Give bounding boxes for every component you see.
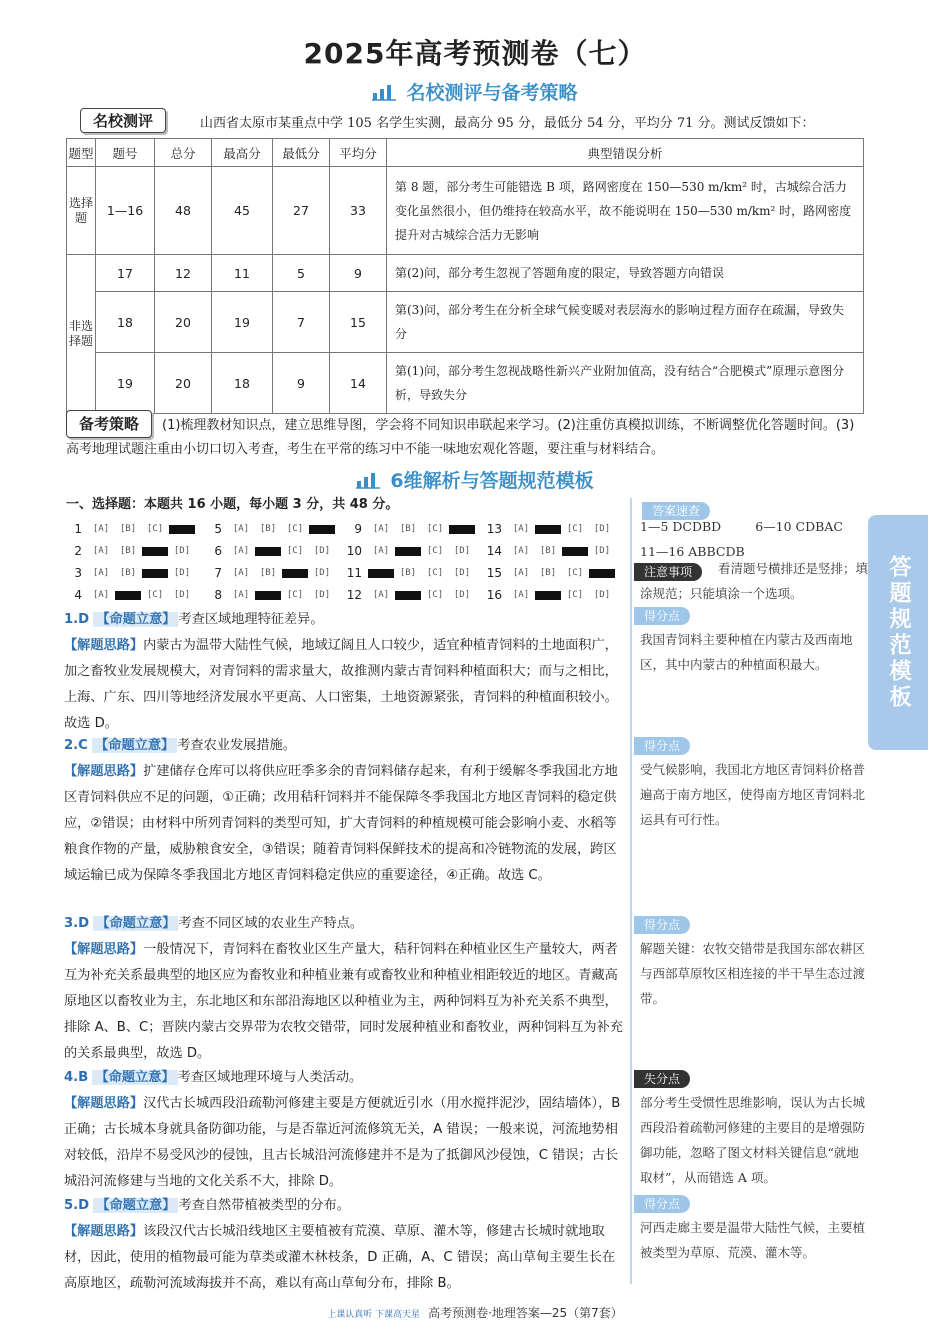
option-bubble: [D] <box>453 568 471 578</box>
footer-logo: 上课认真听 下课高天星 <box>327 1310 421 1320</box>
aim-label: 【命题立意】 <box>92 738 177 753</box>
cell-avg: 33 <box>330 167 387 255</box>
question-head: 2.C <box>64 738 88 753</box>
answer-item <box>64 522 204 536</box>
aim-label: 【命题立意】 <box>93 916 178 931</box>
idea-label: 【解题思路】 <box>64 942 144 957</box>
side-note-text: 河西走廊主要是温带大陆性气候，主要植被类型为草原、荒漠、灌木等。 <box>640 1220 866 1260</box>
question-number: 5 <box>214 522 222 536</box>
idea-text: 扩建储存仓库可以将供应旺季多余的青饲料储存起来，有利于缓解冬季我国北方地区青饲料供应不足的问题，①正确；改用秸秆饲料并不能保障冬季我国北方地区青饲料的稳定供应，②错误；由材料中所列青饲料的类型可知，扩大青饲料的种植规模可能会影响小麦、水稻等粮食作物的产量，威胁粮食安全，③错误；随着青饲料保鲜技术的提高和冷链物流的发展，跨区域运输已成为保障冬季我国北方地区青饲料稳定供应的重要途径，④正确。故选 C。 <box>64 764 618 883</box>
intro-text: 山西省太原市某重点中学 105 名学生实测，最高分 95 分，最低分 54 分，平均分 71 分。测试反馈如下： <box>200 116 815 131</box>
idea-text: 内蒙古为温带大陆性气候，地域辽阔且人口较少，适宜种植青饲料的土地面积广，加之畜牧业发展规模大，对青饲料的需求量大，故推测内蒙古青饲料种植面积大；而与之相比，上海、广东、四川等地经济发展水平更高、人口密集，土地资源紧张，青饲料的种植面积较小。故选 D。 <box>64 638 618 731</box>
option-bubble: [A] <box>512 568 530 578</box>
cell-min: 27 <box>273 167 330 255</box>
side-tab: 答题规范模板 <box>868 515 928 750</box>
option-bubble: [D] <box>453 590 471 600</box>
answer-item <box>204 544 344 558</box>
side-note-text: 部分考生受惯性思维影响，误认为古长城西段沿着疏勒河修建的主要目的是增强防御功能，忽略了图文材料关键信息“就地取材”，从而错选 A 项。 <box>640 1095 866 1185</box>
aim-label: 【命题立意】 <box>93 612 178 627</box>
solution-block <box>64 911 624 1067</box>
side-note-text: 解题关键：农牧交错带是我国东部农耕区与西部草原牧区相连接的半干旱生态过渡带。 <box>640 941 866 1006</box>
filled-bubble <box>255 591 281 600</box>
section-heading-1-text: 名校测评与备考策略 <box>406 82 578 104</box>
cell-total: 20 <box>155 292 212 353</box>
table-row <box>67 167 864 255</box>
option-bubble: [B] <box>399 524 417 534</box>
cell-min: 7 <box>273 292 330 353</box>
section-heading-2 <box>0 466 950 493</box>
filled-bubble <box>368 569 394 578</box>
option-bubble: [B] <box>119 524 137 534</box>
answer-item <box>344 566 484 580</box>
option-bubble: [D] <box>173 546 191 556</box>
option-bubble: [A] <box>232 590 250 600</box>
idea-label: 【解题思路】 <box>64 638 144 653</box>
table-header <box>67 139 864 167</box>
filled-bubble <box>142 547 168 556</box>
option-bubble: [B] <box>259 568 277 578</box>
aim-label: 【命题立意】 <box>93 1198 178 1213</box>
score-point-badge: 得分点 <box>634 916 690 934</box>
cell-total: 48 <box>155 167 212 255</box>
option-bubble: [D] <box>593 590 611 600</box>
aim-text: 考查区域地理特征差异。 <box>178 612 324 627</box>
answer-row <box>64 518 624 540</box>
option-bubble: [A] <box>92 524 110 534</box>
option-bubble: [C] <box>566 524 584 534</box>
question-head: 5.D <box>64 1198 90 1213</box>
answer-line-2: 11—16 ABBCDB <box>640 544 745 559</box>
option-bubble: [C] <box>146 590 164 600</box>
question-number: 8 <box>214 588 222 602</box>
option-bubble: [A] <box>372 524 390 534</box>
filled-bubble <box>255 547 281 556</box>
filled-bubble <box>395 547 421 556</box>
side-note-text: 我国青饲料主要种植在内蒙古及西南地区，其中内蒙古的种植面积最大。 <box>640 632 853 672</box>
th-no: 题号 <box>96 139 155 167</box>
cell-analysis: 第(3)问，部分考生在分析全球气候变暖对表层海水的影响过程方面存在疏漏，导致失分 <box>387 292 864 353</box>
option-bubble: [C] <box>286 524 304 534</box>
footer-text: 高考预测卷·地理答案—25（第7套） <box>428 1306 623 1320</box>
cell-analysis: 第(2)问，部分考生忽视了答题角度的限定，导致答题方向错误 <box>387 255 864 292</box>
cell-avg: 14 <box>330 353 387 414</box>
answer-item <box>344 544 484 558</box>
question-number: 7 <box>214 566 222 580</box>
option-bubble: [C] <box>566 590 584 600</box>
idea-text: 该段汉代古长城沿线地区主要植被有荒漠、草原、灌木等，修建古长城时就地取材，因此，使用的植物最可能为草类或灌木林枝条，D 正确，A、C 错误；高山草甸主要生长在高原地区，疏勒河流域海拔并不高，难以有高山草甸分布，排除 B。 <box>64 1224 616 1291</box>
filled-bubble <box>115 591 141 600</box>
cell-max: 11 <box>212 255 273 292</box>
option-bubble: [D] <box>313 546 331 556</box>
question-number: 12 <box>346 588 362 602</box>
question-number: 2 <box>74 544 82 558</box>
answer-row <box>64 562 624 584</box>
solution-block <box>64 607 624 737</box>
cell-min: 9 <box>273 353 330 414</box>
answer-item <box>484 522 624 536</box>
idea-label: 【解题思路】 <box>64 764 144 779</box>
page-title: 2025年高考预测卷（七） <box>303 37 647 70</box>
answer-row <box>64 584 624 606</box>
cell-max: 19 <box>212 292 273 353</box>
filled-bubble <box>562 547 588 556</box>
answer-item <box>484 588 624 602</box>
answer-item <box>204 588 344 602</box>
idea-label: 【解题思路】 <box>64 1096 144 1111</box>
answer-line-1a: 1—5 DCDBD <box>640 519 722 534</box>
option-bubble: [A] <box>512 524 530 534</box>
cell-avg: 9 <box>330 255 387 292</box>
question-number: 9 <box>354 522 362 536</box>
option-bubble: [C] <box>566 568 584 578</box>
question-number: 13 <box>486 522 502 536</box>
cell-analysis: 第 8 题，部分考生可能错选 B 项，路网密度在 150—530 m/km² 时，古城综合活力变化虽然很小，但仍维持在较高水平，故不能说明在 150—530 m/km² 时，路网密度提升对古城综合活力无影响 <box>387 167 864 255</box>
answer-item <box>64 566 204 580</box>
aim-text: 考查不同区域的农业生产特点。 <box>178 916 364 931</box>
aim-text: 考查区域地理环境与人类活动。 <box>177 1070 363 1085</box>
option-bubble: [D] <box>453 546 471 556</box>
idea-text: 汉代古长城西段沿疏勒河修建主要是方便就近引水（用水搅拌泥沙，固结墙体），B 正确；古长城本身就具备防御功能，与是否靠近河流修筑无关，A 错误；一般来说，河流地势相对较低，沿岸不易受风沙的侵蚀，且古长城沿河流修建并不是为了抵御风沙侵蚀，C 错误；古长城沿河流修建与当地的文化关系不大，排除 D。 <box>64 1096 621 1189</box>
filled-bubble <box>282 569 308 578</box>
cell-analysis: 第(1)问，部分考生忽视战略性新兴产业附加值高，没有结合“合肥模式”原理示意图分析，导致失分 <box>387 353 864 414</box>
option-bubble: [D] <box>313 568 331 578</box>
filled-bubble <box>395 591 421 600</box>
option-bubble: [C] <box>286 590 304 600</box>
divider <box>630 498 632 1284</box>
cell-avg: 15 <box>330 292 387 353</box>
question-number: 4 <box>74 588 82 602</box>
aim-text: 考查自然带植被类型的分布。 <box>178 1198 350 1213</box>
stats-table <box>66 138 864 414</box>
answer-item <box>64 544 204 558</box>
cell-type-choice: 选择题 <box>67 167 96 255</box>
score-point-badge: 得分点 <box>634 607 690 625</box>
option-bubble: [C] <box>426 568 444 578</box>
chart-icon <box>372 83 396 101</box>
option-bubble: [A] <box>92 590 110 600</box>
score-point-badge: 得分点 <box>634 737 690 755</box>
answer-item <box>204 566 344 580</box>
option-bubble: [D] <box>593 524 611 534</box>
answer-row <box>64 540 624 562</box>
question-number: 1 <box>74 522 82 536</box>
option-bubble: [A] <box>372 590 390 600</box>
th-analysis: 典型错误分析 <box>387 139 864 167</box>
option-bubble: [A] <box>92 546 110 556</box>
footer <box>0 1304 950 1321</box>
question-head: 1.D <box>64 612 90 627</box>
cell-max: 18 <box>212 353 273 414</box>
filled-bubble <box>535 525 561 534</box>
cell-no: 17 <box>96 255 155 292</box>
idea-label: 【解题思路】 <box>64 1224 144 1239</box>
option-bubble: [A] <box>512 546 530 556</box>
question-number: 16 <box>486 588 502 602</box>
strategy-tag: 备考策略 <box>66 410 152 438</box>
option-bubble: [A] <box>232 524 250 534</box>
table-row <box>67 353 864 414</box>
cell-total: 12 <box>155 255 212 292</box>
th-max: 最高分 <box>212 139 273 167</box>
option-bubble: [B] <box>399 568 417 578</box>
chart-icon <box>356 471 380 489</box>
option-bubble: [A] <box>372 546 390 556</box>
filled-bubble <box>535 591 561 600</box>
option-bubble: [A] <box>232 546 250 556</box>
table-row <box>67 255 864 292</box>
aim-label: 【命题立意】 <box>92 1070 177 1085</box>
filled-bubble <box>449 525 475 534</box>
answer-item <box>204 522 344 536</box>
strategy-text: (1)梳理教材知识点，建立思维导图，学会将不同知识串联起来学习。(2)注重仿真模拟训练，不断调整优化答题时间。(3)高考地理试题注重由小切口切入考查，考生在平常的练习中不能一味地宏观化答题，要注重与材料结合。 <box>66 418 855 457</box>
answer-item <box>64 588 204 602</box>
option-bubble: [A] <box>232 568 250 578</box>
section-heading-2-text: 6维解析与答题规范模板 <box>390 470 594 492</box>
option-bubble: [B] <box>259 524 277 534</box>
answer-sheet <box>64 518 624 606</box>
option-bubble: [A] <box>92 568 110 578</box>
th-total: 总分 <box>155 139 212 167</box>
answer-item <box>344 588 484 602</box>
section-heading-1 <box>0 78 950 105</box>
solution-block <box>64 1193 624 1297</box>
loss-point-badge: 失分点 <box>634 1070 690 1088</box>
question-number: 15 <box>486 566 502 580</box>
question-number: 3 <box>74 566 82 580</box>
filled-bubble <box>309 525 335 534</box>
option-bubble: [C] <box>426 546 444 556</box>
option-bubble: [B] <box>539 568 557 578</box>
aim-text: 考查农业发展措施。 <box>177 738 296 753</box>
option-bubble: [C] <box>286 546 304 556</box>
option-bubble: [A] <box>512 590 530 600</box>
note-badge: 注意事项 <box>634 563 702 581</box>
score-point-badge: 得分点 <box>634 1195 690 1213</box>
cell-min: 5 <box>273 255 330 292</box>
test-tag: 名校测评 <box>80 108 166 133</box>
question-number: 14 <box>486 544 502 558</box>
cell-no: 1—16 <box>96 167 155 255</box>
cell-no: 19 <box>96 353 155 414</box>
option-bubble: [B] <box>119 568 137 578</box>
cell-max: 45 <box>212 167 273 255</box>
th-avg: 平均分 <box>330 139 387 167</box>
option-bubble: [B] <box>119 546 137 556</box>
answer-item <box>484 566 624 580</box>
question-number: 10 <box>346 544 362 558</box>
option-bubble: [D] <box>313 590 331 600</box>
side-note-text: 受气候影响，我国北方地区青饲料价格普遍高于南方地区，使得南方地区青饲料北运具有可行性。 <box>640 762 866 827</box>
note-text: 看清题号横排还是竖排；填涂规范；只能填涂一个选项。 <box>640 561 869 601</box>
solution-block <box>64 1065 624 1195</box>
question-number: 11 <box>346 566 362 580</box>
answer-item <box>344 522 484 536</box>
option-bubble: [C] <box>146 524 164 534</box>
option-bubble: [D] <box>593 546 611 556</box>
cell-total: 20 <box>155 353 212 414</box>
answer-item <box>484 544 624 558</box>
table-row <box>67 292 864 353</box>
solution-block <box>64 733 624 889</box>
th-min: 最低分 <box>273 139 330 167</box>
filled-bubble <box>169 525 195 534</box>
answer-line-1b: 6—10 CDBAC <box>755 519 843 534</box>
option-bubble: [D] <box>173 568 191 578</box>
cell-type-nonchoice: 非选择题 <box>67 255 96 414</box>
option-bubble: [C] <box>426 590 444 600</box>
cell-no: 18 <box>96 292 155 353</box>
answer-badge: 答案速查 <box>642 502 710 520</box>
option-bubble: [B] <box>539 546 557 556</box>
question-head: 4.B <box>64 1070 89 1085</box>
option-bubble: [C] <box>426 524 444 534</box>
question-head: 3.D <box>64 916 90 931</box>
filled-bubble <box>142 569 168 578</box>
idea-text: 一般情况下，青饲料在畜牧业区生产量大，秸秆饲料在种植业区生产量较大，两者互为补充关系最典型的地区应为畜牧业和种植业兼有或畜牧业和种植业相距较近的地区。青藏高原地区以畜牧业为主，东北地区和东部沿海地区以种植业为主，两种饲料互为补充关系不典型，排除 A、B、C；晋陕内蒙古交界带为农牧交错带，同时发展种植业和畜牧业，两种饲料互为补充的关系最典型，故选 D。 <box>64 942 623 1061</box>
question-number: 6 <box>214 544 222 558</box>
option-bubble: [D] <box>173 590 191 600</box>
mcq-header: 一、选择题：本题共 16 小题，每小题 3 分，共 48 分。 <box>66 497 399 512</box>
filled-bubble <box>589 569 615 578</box>
strategy-block <box>66 410 866 462</box>
th-type: 题型 <box>67 139 96 167</box>
